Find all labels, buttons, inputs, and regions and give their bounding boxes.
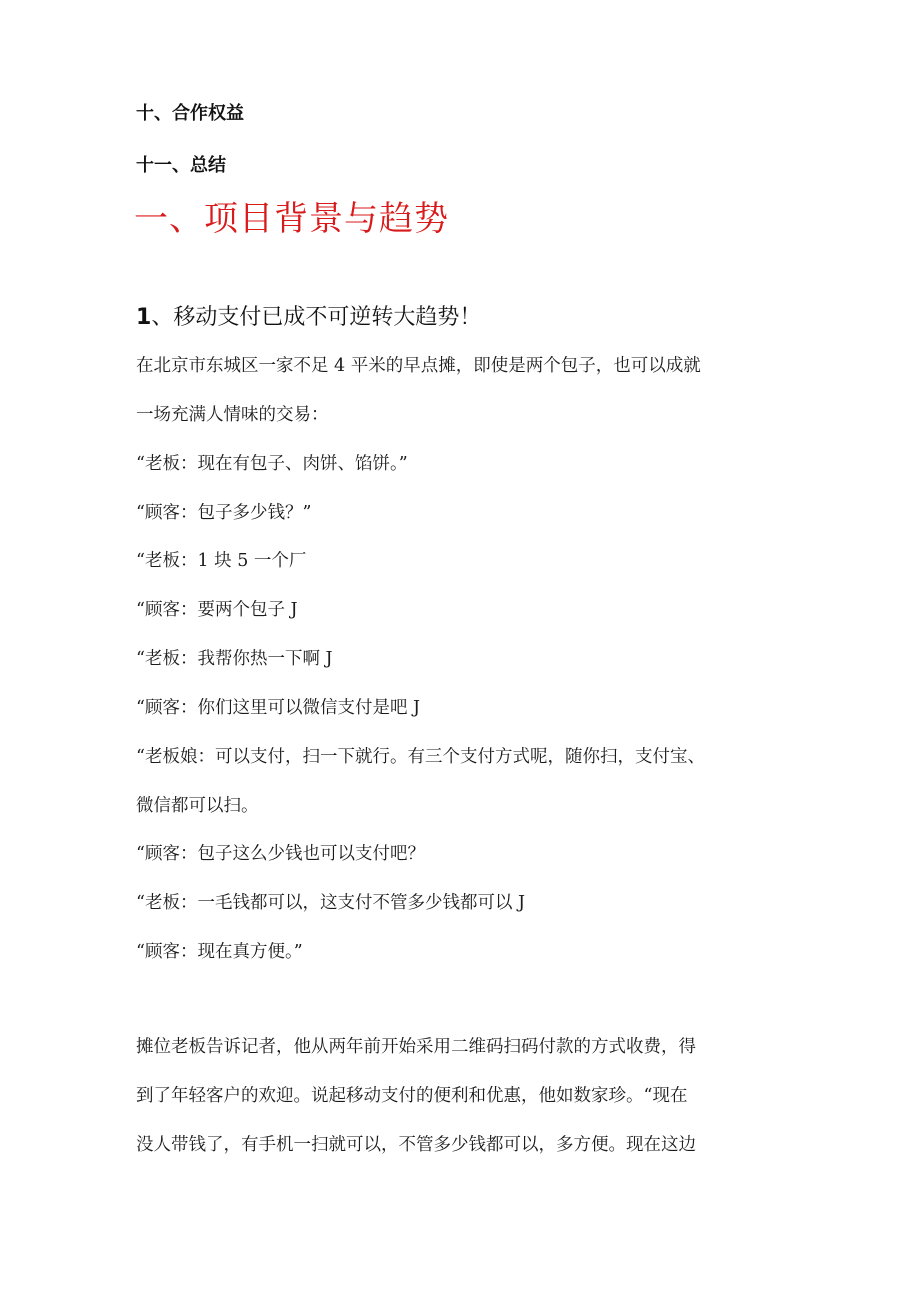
- paragraph-line: 在北京市东城区一家不足 4 平米的早点摊，即使是两个包子，也可以成就: [136, 356, 701, 376]
- dialogue-line: “老板：现在有包子、肉饼、馅饼。”: [136, 454, 408, 474]
- subsection-title-text: 、移动支付已成不可逆转大趋势！: [151, 305, 482, 330]
- subsection-title: [136, 302, 481, 334]
- paragraph-line: 到了年轻客户的欢迎。说起移动支付的便利和优惠，他如数家珍。“现在: [136, 1086, 688, 1106]
- dialogue-line: “顾客：现在真方便。”: [136, 942, 303, 962]
- dialogue-line: “顾客：包子多少钱？”: [136, 503, 312, 523]
- dialogue-line: “老板娘：可以支付，扫一下就行。有三个支付方式呢，随你扫，支付宝、: [136, 747, 705, 767]
- toc-item-cooperation-rights: 十、合作权益: [136, 103, 244, 124]
- dialogue-line: “老板：1 块 5 一个厂: [136, 551, 307, 571]
- paragraph-line: 一场充满人情味的交易：: [136, 405, 329, 425]
- dialogue-line: “顾客：你们这里可以微信支付是吧 J: [136, 698, 421, 718]
- dialogue-line: 微信都可以扫。: [136, 796, 259, 816]
- dialogue-line: “顾客：要两个包子 J: [136, 600, 298, 620]
- paragraph-line: 没人带钱了，有手机一扫就可以，不管多少钱都可以，多方便。现在这边: [136, 1135, 696, 1155]
- section-title: 一、项目背景与趋势: [134, 199, 449, 239]
- paragraph-line: 摊位老板告诉记者，他从两年前开始采用二维码扫码付款的方式收费，得: [136, 1037, 696, 1057]
- dialogue-line: “老板：我帮你热一下啊 J: [136, 649, 333, 669]
- toc-item-summary: 十一、总结: [136, 155, 226, 176]
- dialogue-line: “顾客：包子这么少钱也可以支付吧？: [136, 844, 425, 864]
- dialogue-line: “老板：一毛钱都可以，这支付不管多少钱都可以 J: [136, 893, 526, 913]
- subsection-number: 1: [136, 305, 152, 330]
